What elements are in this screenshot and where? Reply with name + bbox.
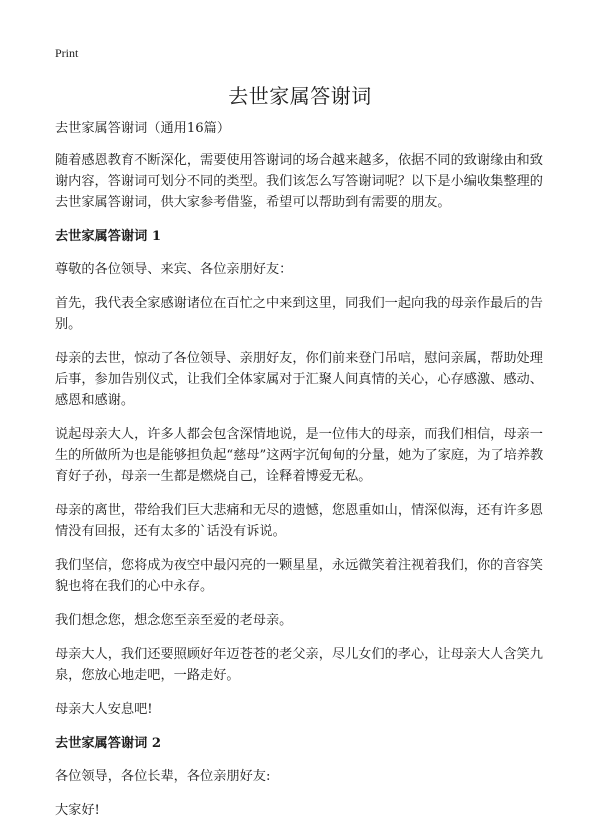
paragraph: 母亲的去世，惊动了各位领导、亲朋好友，你们前来登门吊唁，慰问亲属，帮助处理后事，参加告别仪式，让我们全体家属对于汇聚人间真情的关心，心存感激、感动、感恩和感谢。	[55, 351, 543, 408]
paragraph: 各位领导，各位长辈，各位亲朋好友:	[55, 769, 271, 784]
section-2	[55, 733, 550, 821]
section-heading: 去世家属答谢词 2	[55, 736, 162, 751]
print-link[interactable]: Print	[55, 46, 79, 60]
intro-paragraph: 随着感恩教育不断深化，需要使用答谢词的场合越来越多，依据不同的致谢缘由和致谢内容，答谢词可划分不同的类型。我们该怎么写答谢词呢？以下是小编收集整理的去世家属答谢词，供大家参考借鉴，希望可以帮助到有需要的朋友。	[55, 153, 543, 210]
paragraph: 我们坚信，您将成为夜空中最闪亮的一颗星星，永远微笑着注视着我们，你的音容笑貌也将在我们的心中永存。	[55, 558, 543, 594]
paragraph: 说起母亲大人，许多人都会包含深情地说，是一位伟大的母亲，而我们相信，母亲一生的所做所为也是能够担负起“慈母”这两字沉甸甸的分量，她为了家庭，为了培养教育好子孙，母亲一生都是燃烧自己，诠释着博爱无私。	[55, 427, 544, 484]
section-heading: 去世家属答谢词 1	[55, 229, 162, 244]
page-title: 去世家属答谢词	[228, 84, 372, 108]
section-1	[55, 226, 550, 720]
paragraph: 母亲大人安息吧!	[55, 702, 153, 717]
paragraph: 母亲的离世，带给我们巨大悲痛和无尽的遗憾，您恩重如山，情深似海，还有许多恩情没有回报，还有太多的`话没有诉说。	[55, 503, 543, 539]
paragraph: 母亲大人，我们还要照顾好年迈苍苍的老父亲，尽儿女们的孝心，让母亲大人含笑九泉，您放心地走吧，一路走好。	[55, 647, 543, 683]
article-body	[55, 118, 550, 834]
paragraph: 大家好!	[55, 803, 100, 818]
paragraph: 我们想念您，想念您至亲至爱的老母亲。	[55, 613, 293, 628]
intro-line: 去世家属答谢词（通用16篇）	[55, 121, 231, 136]
paragraph: 首先，我代表全家感谢诸位在百忙之中来到这里，同我们一起向我的母亲作最后的告别。	[55, 296, 543, 332]
paragraph: 尊敬的各位领导、来宾、各位亲朋好友：	[55, 262, 293, 277]
